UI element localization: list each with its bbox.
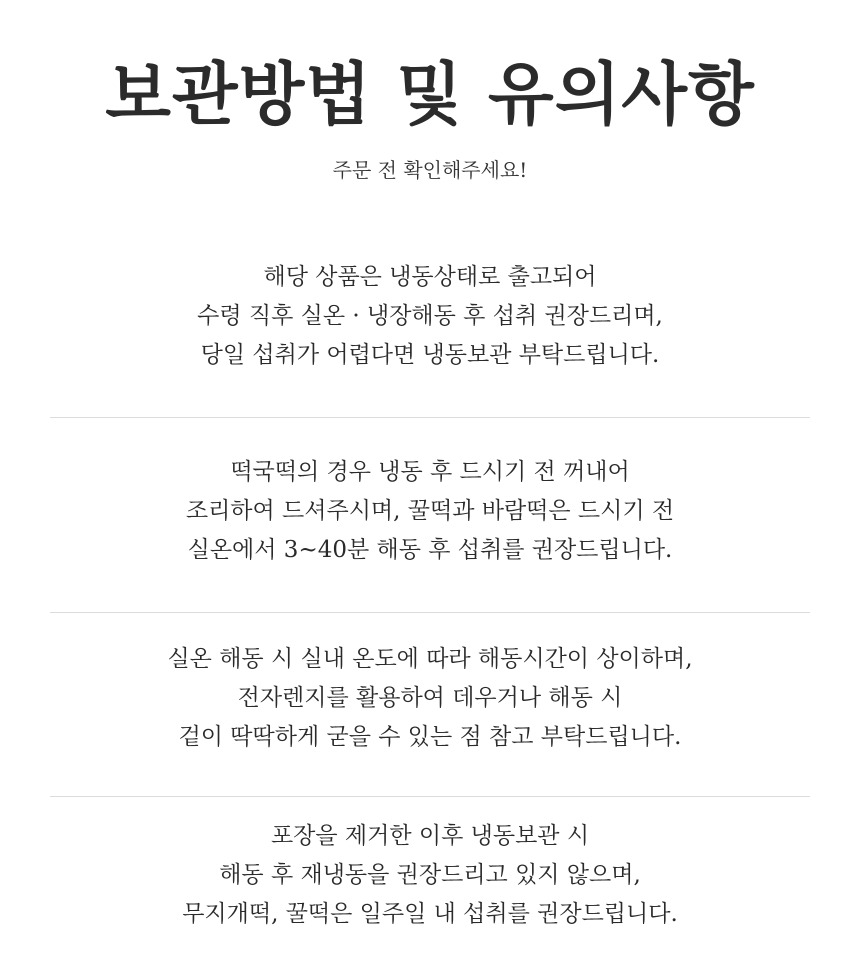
notice-line: 당일 섭취가 어렵다면 냉동보관 부탁드립니다. [200,342,660,368]
notice-line: 떡국떡의 경우 냉동 후 드시기 전 꺼내어 [230,459,630,485]
section-divider [50,796,810,797]
section-divider [50,417,810,418]
notice-line: 포장을 제거한 이후 냉동보관 시 [270,823,590,849]
notice-line: 실온에서 3~40분 해동 후 섭취를 권장드립니다. [187,537,673,563]
page-subtitle: 주문 전 확인해주세요! [332,158,528,182]
notice-section-thawing [0,640,860,757]
notice-line: 해당 상품은 냉동상태로 출고되어 [263,264,597,290]
notice-section-rice-cake-prep [0,453,860,570]
notice-line: 실온 해동 시 실내 온도에 따라 해동시간이 상이하며, [167,646,693,672]
notice-line: 무지개떡, 꿀떡은 일주일 내 섭취를 권장드립니다. [182,901,678,927]
notice-line: 겉이 딱딱하게 굳을 수 있는 점 참고 부탁드립니다. [178,724,682,750]
notice-line: 해동 후 재냉동을 권장드리고 있지 않으며, [219,862,641,888]
notice-line: 수령 직후 실온 · 냉장해동 후 섭취 권장드리며, [197,303,663,329]
notice-section-refreezing [0,817,860,934]
page-title: 보관방법 및 유의사항 [105,56,755,135]
notice-section-frozen-shipping [0,258,860,375]
notice-line: 전자렌지를 활용하여 데우거나 해동 시 [237,685,623,711]
notice-line: 조리하여 드셔주시며, 꿀떡과 바람떡은 드시기 전 [185,498,675,524]
section-divider [50,612,810,613]
